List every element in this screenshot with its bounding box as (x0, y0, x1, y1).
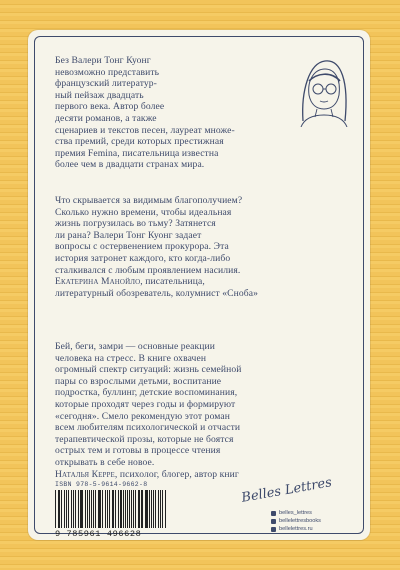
bio-line: первого века. Автор более (55, 101, 165, 113)
review-line: которые проходят через годы и формируют (55, 398, 236, 410)
barcode-bar (158, 490, 160, 528)
review-1 (55, 195, 355, 299)
review-line: история затронет каждого, кто когда-либо (55, 252, 231, 264)
barcode-bar (160, 490, 161, 528)
barcode-bar (109, 490, 110, 528)
social-item-vk[interactable] (271, 517, 321, 525)
barcode-bar (129, 490, 130, 528)
review-line: огромный спектр ситуаций: жизнь семейной (55, 364, 242, 376)
barcode-bar (165, 490, 166, 528)
barcode-bar (133, 490, 134, 528)
review-line: человека на стресс. В книге охвачен (55, 352, 207, 364)
review-line: терапевтической прозы, которые не боятся (55, 433, 234, 445)
bio-line: ства премий, среди которых престижная (55, 136, 224, 148)
author-bio (55, 55, 280, 171)
barcode-bar (87, 490, 88, 528)
review-line: подростка, буллинг, детские воспоминания, (55, 387, 238, 399)
barcode-bar (75, 490, 76, 528)
barcode-bar (78, 490, 79, 528)
review-author: Наталья Керре, (55, 468, 118, 480)
review-line: Что скрывается за видимым благополучием? (55, 195, 243, 206)
barcode-bar (120, 490, 122, 528)
review-author-title: психолог, блогер, автор книг (119, 468, 239, 480)
bio-line: французский литератур- (55, 78, 157, 90)
barcode-bar (66, 490, 68, 528)
barcode-bar (153, 490, 154, 528)
barcode-bar (99, 490, 101, 528)
review-author-title-line2: литературный обозреватель, колумнист «Сноба» (55, 287, 259, 299)
barcode-bar (113, 490, 114, 528)
barcode-bar (89, 490, 90, 528)
bio-line: Без Валери Тонг Куонг (55, 55, 151, 66)
barcode-bar (141, 490, 142, 528)
social-item-web[interactable] (271, 525, 321, 533)
barcode-bar (73, 490, 74, 528)
barcode-bar (68, 490, 69, 528)
social-item-telegram[interactable] (271, 509, 321, 517)
barcode-bar (149, 490, 150, 528)
review-line: всем любителям психологической и отчасти (55, 422, 241, 434)
barcode-bar (131, 490, 132, 528)
barcode-bar (61, 490, 62, 528)
barcode-bar (155, 490, 156, 528)
barcode-bar (58, 490, 59, 528)
barcode-bar (98, 490, 99, 528)
barcode-bar (59, 490, 60, 528)
social-links (271, 509, 321, 534)
telegram-icon (271, 511, 276, 516)
barcode-bar (112, 490, 113, 528)
review-line: вопросы с остервенением прокурора. Эта (55, 241, 229, 253)
bio-line: десяти романов, а также (55, 112, 157, 124)
panel-border (34, 36, 364, 539)
barcode-bar (145, 490, 146, 528)
portrait-illustration (291, 51, 355, 127)
barcode-bar (71, 490, 72, 528)
bio-line: сценариев и текстов песен, лауреат множе- (55, 124, 235, 136)
barcode-bar (162, 490, 163, 528)
bio-line: более чем в двадцати странах мира. (55, 159, 205, 171)
review-credit (55, 276, 355, 288)
barcode-bar (146, 490, 147, 528)
review-line: сталкивался с любым проявлением насилия. (55, 264, 241, 276)
barcode-bar (93, 490, 94, 528)
publisher-logo: Belles Lettres (240, 475, 334, 506)
review-author-title: писательница, (145, 276, 205, 288)
review-line: открывать в себе новое. (55, 456, 155, 468)
vk-icon (271, 519, 276, 524)
back-cover-panel (28, 30, 370, 540)
barcode-bar (118, 490, 119, 528)
bio-line: ный пейзаж двадцать (55, 89, 144, 101)
review-line: Бей, беги, замри — основные реакции (55, 341, 216, 352)
barcode-bar (81, 490, 83, 528)
barcode-bar (127, 490, 128, 528)
review-line: пары со взрослыми детьми, воспитание (55, 375, 222, 387)
barcode-block (55, 481, 167, 539)
barcode-bar (91, 490, 92, 528)
barcode-bar (105, 490, 106, 528)
barcode-bar (80, 490, 81, 528)
isbn-text: ISBN 978-5-9614-9662-8 (55, 481, 148, 488)
barcode (55, 490, 167, 528)
review-line: Сколько нужно времени, чтобы идеальная (55, 206, 232, 218)
barcode-bar (102, 490, 103, 528)
barcode-bar (64, 490, 65, 528)
barcode-bar (138, 490, 140, 528)
review-line: ли рана? Валери Тонг Куонг задает (55, 229, 202, 241)
bio-line: невозможно представить (55, 66, 160, 78)
social-label: bellelettresbooks (279, 518, 321, 525)
barcode-bar (85, 490, 86, 528)
review-line: жизнь погрузилась во тьму? Затянется (55, 218, 216, 230)
barcode-number: 9 785961 496628 (55, 529, 142, 539)
barcode-bar (55, 490, 56, 528)
social-label: belles_lettres (279, 510, 312, 516)
review-2 (55, 341, 355, 480)
barcode-bar (135, 490, 136, 528)
social-label: bellelettres.ru (279, 526, 313, 533)
web-icon (271, 527, 276, 532)
bio-line: премия Femina, писательница известна (55, 147, 219, 159)
barcode-bar (142, 490, 143, 528)
barcode-bar (151, 490, 152, 528)
review-line: острых тем и готовы в процессе чтения (55, 445, 221, 457)
review-author: Екатерина Манойло, (55, 276, 143, 288)
barcode-bar (95, 490, 96, 528)
barcode-bar (125, 490, 126, 528)
review-line: «сегодня». Смело рекомендую этот роман (55, 410, 230, 422)
barcode-bar (123, 490, 124, 528)
barcode-bar (115, 490, 116, 528)
barcode-bar (107, 490, 108, 528)
